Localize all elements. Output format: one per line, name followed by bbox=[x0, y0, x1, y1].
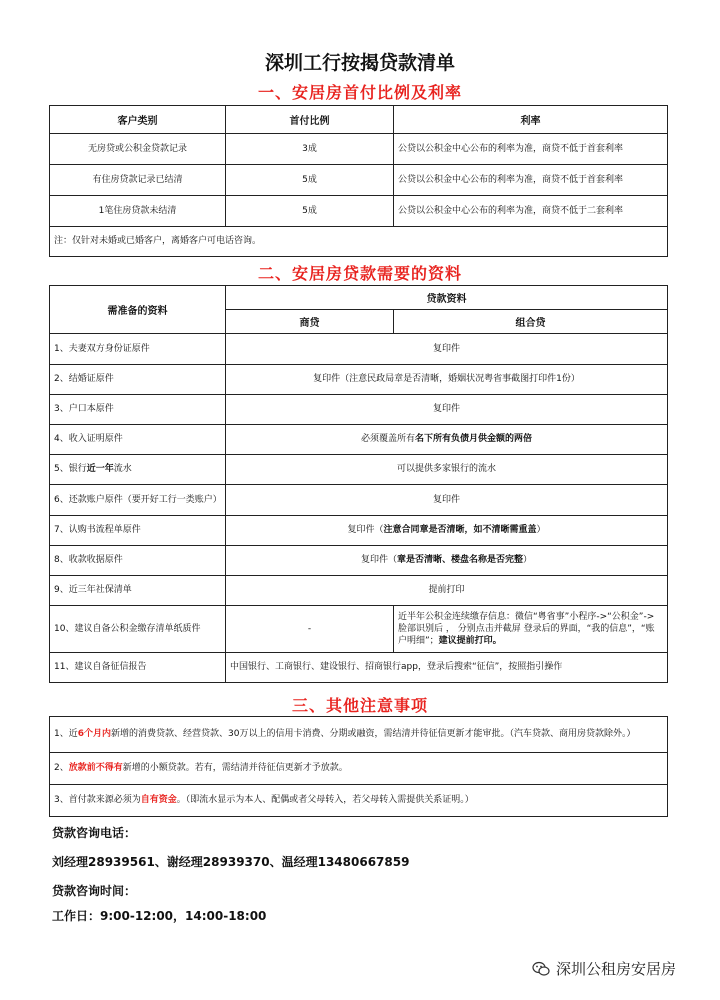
header-material: 需准备的资料 bbox=[50, 286, 226, 334]
note-row bbox=[50, 753, 668, 785]
material-value bbox=[226, 546, 668, 576]
phone-numbers: 刘经理28939561、谢经理28939370、温经理13480667859 bbox=[52, 855, 410, 869]
customer-type: 有住房贷款记录已结清 bbox=[50, 165, 226, 196]
section2-heading: 二、安居房贷款需要的资料 bbox=[257, 264, 462, 283]
material-item: 4、收入证明原件 bbox=[50, 425, 226, 455]
note-emphasis: 6个月内 bbox=[77, 729, 111, 740]
table-note: 注：仅针对未婚或已婚客户，离婚客户可电话咨询。 bbox=[50, 227, 668, 257]
table-row bbox=[50, 653, 668, 683]
material-value bbox=[226, 425, 668, 455]
material-item: 8、收款收据原件 bbox=[50, 546, 226, 576]
material-value: 复印件 bbox=[226, 334, 668, 365]
rate: 公贷以公积金中心公布的利率为准，商贷不低于二套利率 bbox=[394, 196, 668, 227]
value-part: 复印件（ bbox=[360, 555, 397, 566]
material-value: 提前打印 bbox=[226, 576, 668, 606]
header-rate: 利率 bbox=[394, 106, 668, 134]
value-part: 必须覆盖所有 bbox=[360, 434, 415, 445]
table-row bbox=[50, 455, 668, 485]
material-item: 6、还款账户原件（要开好工行一类账户） bbox=[50, 485, 226, 516]
material-value: 中国银行、工商银行、建设银行、招商银行app，登录后搜索“征信”，按照指引操作 bbox=[226, 653, 668, 683]
material-value: 复印件 bbox=[226, 485, 668, 516]
table-row bbox=[50, 365, 668, 395]
header-combo: 组合贷 bbox=[394, 310, 668, 334]
rate: 公贷以公积金中心公布的利率为准，商贷不低于首套利率 bbox=[394, 165, 668, 196]
rate: 公贷以公积金中心公布的利率为准，商贷不低于首套利率 bbox=[394, 134, 668, 165]
value-part: ） bbox=[536, 525, 546, 536]
item-part: 流水 bbox=[113, 464, 132, 475]
note-part: 。（即流水显示为本人、配偶或者父母转入，若父母转入需提供关系证明。） bbox=[176, 795, 474, 806]
value-part: 复印件（ bbox=[347, 525, 384, 536]
material-item: 3、户口本原件 bbox=[50, 395, 226, 425]
materials-table bbox=[49, 285, 668, 683]
note-part: 1、近 bbox=[54, 729, 78, 740]
note-part: 新增的小额贷款。若有，需结清并待征信更新才予放款。 bbox=[122, 763, 348, 774]
material-value: 复印件（注意民政局章是否清晰，婚姻状况粤省事截图打印件1份） bbox=[226, 365, 668, 395]
material-item: 11、建议自备征信报告 bbox=[50, 653, 226, 683]
down-payment: 5成 bbox=[226, 165, 394, 196]
table-row bbox=[50, 485, 668, 516]
header-commercial: 商贷 bbox=[226, 310, 394, 334]
rate-table-header bbox=[50, 106, 668, 134]
rate-table bbox=[49, 105, 668, 257]
table-row bbox=[50, 606, 668, 653]
table-row bbox=[50, 196, 668, 227]
note-emphasis: 放款前不得有 bbox=[68, 763, 123, 774]
watermark-text: 深圳公租房安居房 bbox=[556, 960, 677, 978]
note-row bbox=[50, 717, 668, 753]
note-item bbox=[50, 717, 668, 753]
header-customer-type: 客户类别 bbox=[50, 106, 226, 134]
note-row bbox=[50, 785, 668, 817]
material-item: 7、认购书流程单原件 bbox=[50, 516, 226, 546]
value-part: 近半年公积金连续缴存信息：微信“粤省事”小程序->“公积金”-> 脸部识别后 ， 分别点击并截屏 登录后的界面，“我的信息”，“账户明细”； bbox=[398, 611, 655, 647]
table-row bbox=[50, 395, 668, 425]
value-emphasis: 名下所有负债月供金额的两倍 bbox=[415, 434, 533, 445]
value-emphasis: 注意合同章是否清晰，如不清晰需重盖 bbox=[383, 525, 537, 536]
office-hours: 工作日：9:00-12:00，14:00-18:00 bbox=[52, 909, 267, 923]
table-row bbox=[50, 425, 668, 455]
time-label: 贷款咨询时间： bbox=[52, 884, 137, 898]
value-part: ） bbox=[523, 555, 533, 566]
table-row bbox=[50, 165, 668, 196]
material-value: 复印件 bbox=[226, 395, 668, 425]
material-value bbox=[226, 516, 668, 546]
note-part: 3、首付款来源必须为 bbox=[54, 795, 141, 806]
customer-type: 1笔住房贷款未结清 bbox=[50, 196, 226, 227]
material-item: 10、建议自备公积金缴存清单纸质件 bbox=[50, 606, 226, 653]
watermark bbox=[532, 958, 676, 979]
combo-value bbox=[394, 606, 668, 653]
material-item: 1、夫妻双方身份证原件 bbox=[50, 334, 226, 365]
table-row bbox=[50, 576, 668, 606]
note-part: 2、 bbox=[54, 763, 69, 774]
note-emphasis: 自有资金 bbox=[140, 795, 177, 806]
wechat-icon bbox=[532, 961, 550, 977]
note-item bbox=[50, 785, 668, 817]
table-row bbox=[50, 516, 668, 546]
table-row bbox=[50, 134, 668, 165]
page-title: 深圳工行按揭贷款清单 bbox=[264, 52, 455, 74]
value-emphasis: 章是否清晰、楼盘名称是否完整 bbox=[396, 555, 523, 566]
down-payment: 3成 bbox=[226, 134, 394, 165]
note-part: 新增的消费贷款、经营贷款、30万以上的信用卡消费、分期或融资，需结清并待征信更新才能审批。（汽车贷款、商用房贷款除外。） bbox=[111, 729, 636, 740]
material-value: 可以提供多家银行的流水 bbox=[226, 455, 668, 485]
header-loan-material: 贷款资料 bbox=[226, 286, 668, 310]
material-item: 9、近三年社保清单 bbox=[50, 576, 226, 606]
section3-heading: 三、其他注意事项 bbox=[291, 696, 428, 715]
phone-label: 贷款咨询电话： bbox=[52, 826, 137, 840]
value-emphasis: 建议提前打印。 bbox=[438, 636, 502, 647]
material-item: 2、结婚证原件 bbox=[50, 365, 226, 395]
table-row bbox=[50, 334, 668, 365]
item-part: 5、银行 bbox=[54, 464, 87, 475]
section1-heading: 一、安居房首付比例及利率 bbox=[257, 83, 462, 102]
table-row bbox=[50, 546, 668, 576]
material-item bbox=[50, 455, 226, 485]
down-payment: 5成 bbox=[226, 196, 394, 227]
header-down-payment: 首付比例 bbox=[226, 106, 394, 134]
note-item bbox=[50, 753, 668, 785]
notes-table bbox=[49, 716, 668, 817]
commercial-value: - bbox=[226, 606, 394, 653]
item-emphasis: 近一年 bbox=[86, 464, 114, 475]
customer-type: 无房贷或公积金贷款记录 bbox=[50, 134, 226, 165]
